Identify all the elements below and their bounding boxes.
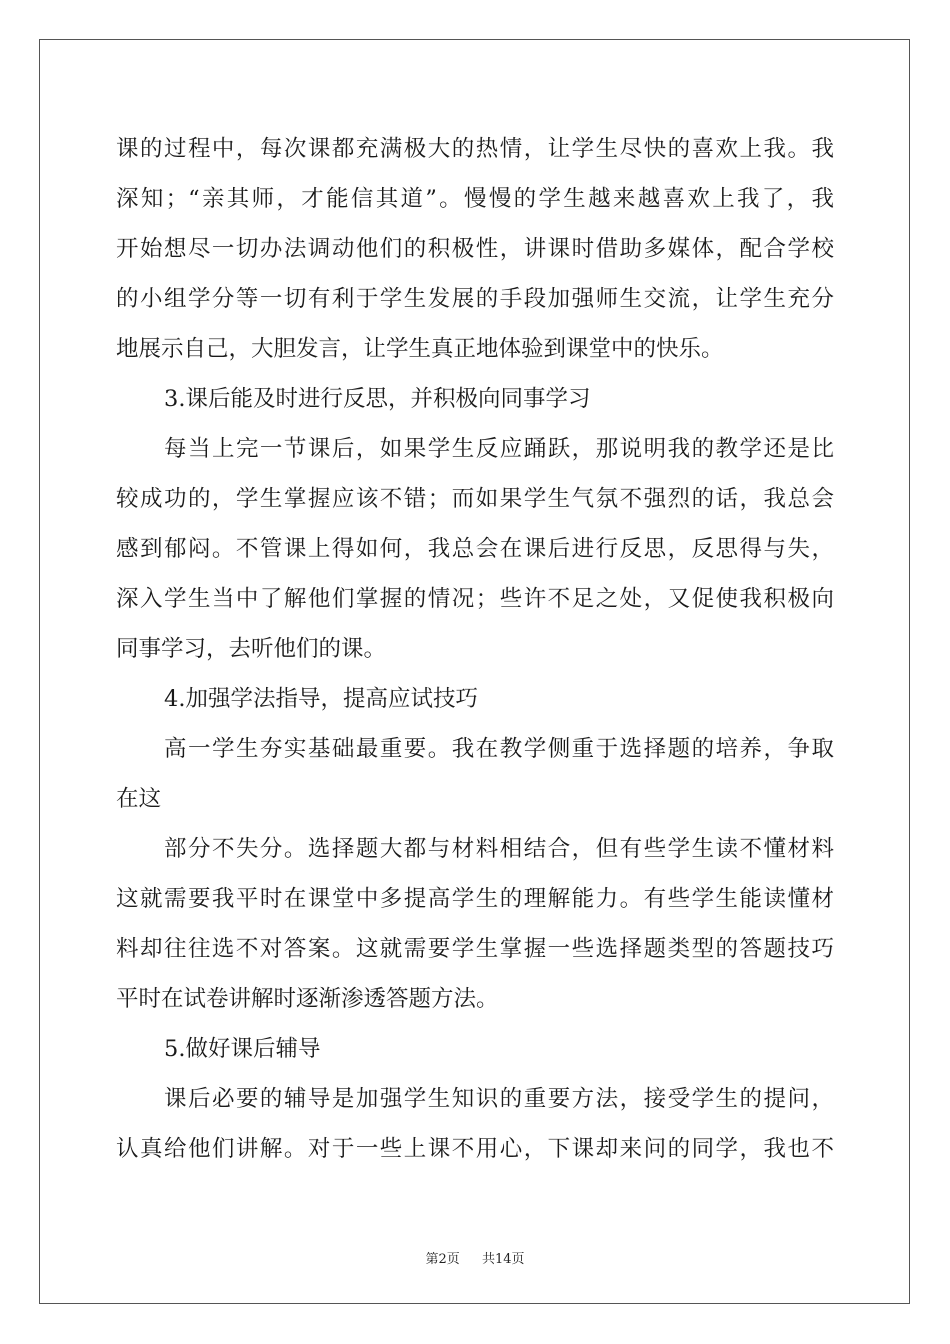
text-line: 课后必要的辅导是加强学生知识的重要方法，接受学生的提问， [164,1086,834,1112]
text-line: 地展示自己，大胆发言，让学生真正地体验到课堂中的快乐。 [116,336,724,362]
text-line: 课的过程中，每次课都充满极大的热情，让学生尽快的喜欢上我。我 [116,136,834,162]
text-line: 深知；“亲其师，才能信其道”。慢慢的学生越来越喜欢上我了，我 [116,186,834,212]
text-line: 高一学生夯实基础最重要。我在教学侧重于选择题的培养，争取 [164,736,834,762]
text-line: 感到郁闷。不管课上得如何，我总会在课后进行反思，反思得与失， [116,536,834,562]
text-line: 的小组学分等一切有利于学生发展的手段加强师生交流，让学生充分 [116,286,834,312]
text-line: 部分不失分。选择题大都与材料相结合，但有些学生读不懂材料 [164,836,834,862]
document-body [116,124,834,1174]
page-footer [0,1248,950,1267]
section-heading: 4.加强学法指导，提高应试技巧 [164,686,478,712]
page-number: 第2页 [425,1252,460,1267]
text-line: 开始想尽一切办法调动他们的积极性，讲课时借助多媒体，配合学校 [116,236,834,262]
text-line: 同事学习，去听他们的课。 [116,636,387,662]
text-line: 在这 [116,786,162,812]
text-line: 每当上完一节课后，如果学生反应踊跃，那说明我的教学还是比 [164,436,834,462]
section-heading: 3.课后能及时进行反思，并积极向同事学习 [164,386,591,412]
text-line: 平时在试卷讲解时逐渐渗透答题方法。 [116,986,499,1012]
section-heading: 5.做好课后辅导 [164,1036,321,1062]
text-line: 深入学生当中了解他们掌握的情况；些许不足之处，又促使我积极向 [116,586,834,612]
text-line: 这就需要我平时在课堂中多提高学生的理解能力。有些学生能读懂材 [116,886,834,912]
page-total: 共14页 [482,1252,525,1267]
text-line: 较成功的，学生掌握应该不错；而如果学生气氛不强烈的话，我总会 [116,486,834,512]
text-line: 料却往往选不对答案。这就需要学生掌握一些选择题类型的答题技巧 [116,936,834,962]
text-line: 认真给他们讲解。对于一些上课不用心，下课却来问的同学，我也不 [116,1136,834,1162]
